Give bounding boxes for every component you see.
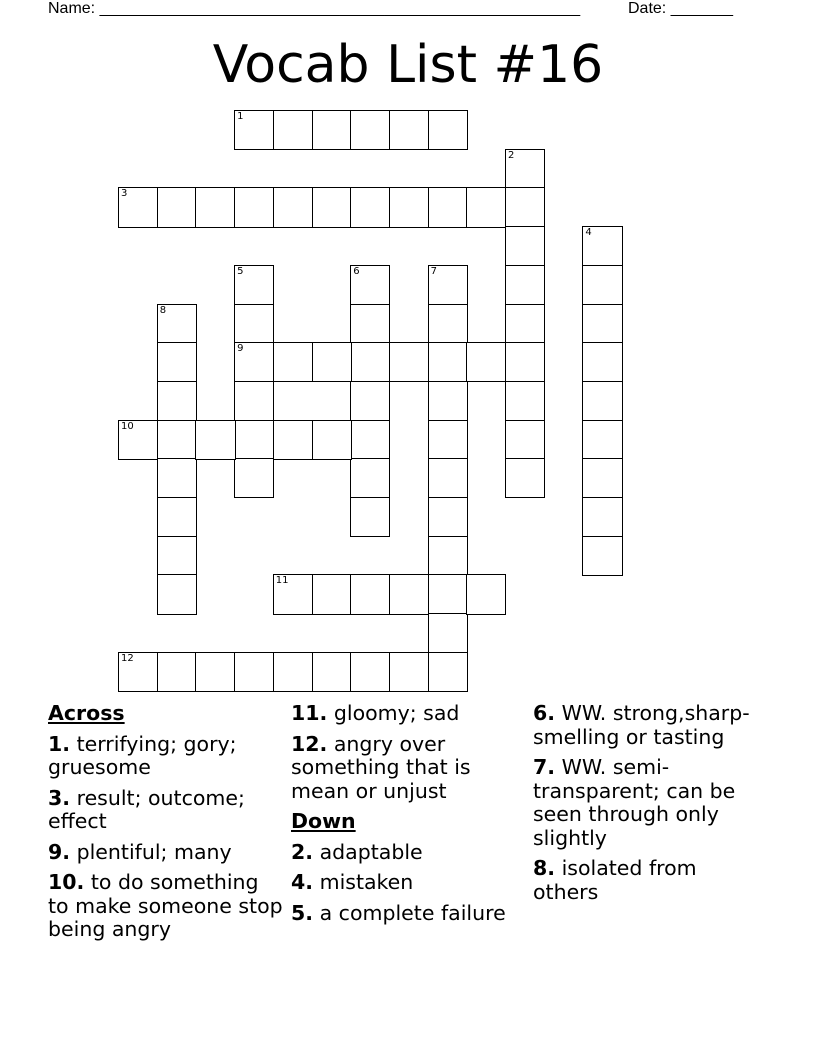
grid-cell[interactable] [428,574,468,614]
cell-number: 8 [159,304,167,316]
grid-cell[interactable] [118,420,158,460]
grid-cell[interactable] [195,652,235,692]
grid-cell[interactable] [273,574,313,614]
grid-cell[interactable] [157,497,197,537]
grid-cell[interactable] [195,187,235,227]
grid-cell[interactable] [157,458,197,498]
grid-cell[interactable] [505,420,545,460]
clue-number: 10. [48,870,85,894]
grid-cell[interactable] [234,458,274,498]
clue-text: gloomy; sad [333,701,460,725]
grid-cell[interactable] [505,458,545,498]
down-clue [291,871,526,895]
across-clue [291,702,526,726]
grid-cell[interactable] [234,381,274,421]
grid-cell[interactable] [428,458,468,498]
clue-number: 8. [533,856,556,880]
grid-cell[interactable] [389,110,429,150]
grid-cell[interactable] [273,187,313,227]
grid-cell[interactable] [505,226,545,266]
cell-number: 3 [121,188,128,200]
grid-cell[interactable] [582,265,622,305]
grid-cell[interactable] [350,265,390,305]
grid-cell[interactable] [389,652,429,692]
across-clue [48,787,283,834]
cell-number: 9 [237,343,244,355]
grid-cell[interactable] [389,342,429,382]
grid-cell[interactable] [312,187,352,227]
grid-cell[interactable] [234,187,274,227]
grid-cell[interactable] [273,652,313,692]
grid-cell[interactable] [428,497,468,537]
clues-column-2 [291,702,526,932]
grid-cell[interactable] [505,187,545,227]
grid-cell[interactable] [157,420,197,460]
grid-cell[interactable] [505,265,545,305]
grid-cell[interactable] [273,342,313,382]
grid-cell[interactable] [428,304,468,344]
grid-cell[interactable] [350,420,390,460]
grid-cell[interactable] [428,381,468,421]
grid-cell[interactable] [505,304,545,344]
across-clue [291,733,526,804]
grid-cell[interactable] [582,497,622,537]
grid-cell[interactable] [582,342,622,382]
grid-cell[interactable] [389,187,429,227]
grid-cell[interactable] [505,149,545,189]
clue-number: 12. [291,731,328,756]
grid-cell[interactable] [312,342,352,382]
down-clue [291,841,526,865]
grid-cell[interactable] [157,381,197,421]
clues-column-1 [48,702,283,949]
grid-cell[interactable] [582,304,622,344]
cell-number: 11 [275,575,289,587]
grid-cell[interactable] [428,342,468,382]
cell-number: 7 [430,265,437,277]
clue-text: mistaken [319,870,414,894]
across-clue [48,871,283,942]
grid-cell[interactable] [234,652,274,692]
grid-cell[interactable] [582,458,622,498]
grid-cell[interactable] [157,342,197,382]
grid-cell[interactable] [350,458,390,498]
clue-number: 9. [48,839,71,864]
clue-text: angry over something that is mean or unjust [291,731,471,803]
grid-cell[interactable] [350,497,390,537]
grid-cell[interactable] [428,110,468,150]
grid-cell[interactable] [428,652,468,692]
grid-cell[interactable] [428,536,468,576]
grid-cell[interactable] [582,381,622,421]
grid-cell[interactable] [350,110,390,150]
clue-text: result; outcome; effect [48,785,245,833]
across-clue [48,733,283,780]
grid-cell[interactable] [350,381,390,421]
grid-cell[interactable] [582,536,622,576]
clue-text: WW. strong,sharp-smelling or tasting [533,701,750,749]
grid-cell[interactable] [350,187,390,227]
grid-cell[interactable] [466,574,506,614]
down-heading: Down [291,809,356,833]
grid-cell[interactable] [234,265,274,305]
grid-cell[interactable] [157,652,197,692]
cell-number: 12 [121,652,134,664]
grid-cell[interactable] [350,652,390,692]
grid-cell[interactable] [428,265,468,305]
grid-cell[interactable] [157,536,197,576]
cell-number: 10 [121,420,134,432]
grid-cell[interactable] [157,304,197,344]
grid-cell[interactable] [234,304,274,344]
grid-cell[interactable] [389,574,429,614]
cell-number: 4 [585,227,592,239]
grid-cell[interactable] [428,613,468,653]
clue-text: adaptable [319,839,423,864]
grid-cell[interactable] [350,342,390,382]
clue-text: to do something to make someone stop being angry [48,870,283,941]
grid-cell[interactable] [505,342,545,382]
grid-cell[interactable] [312,574,352,614]
down-clue [291,902,526,926]
grid-cell[interactable] [312,420,352,460]
down-clue [533,857,768,904]
cell-number: 2 [508,149,515,161]
grid-cell[interactable] [273,420,313,460]
grid-cell[interactable] [466,342,506,382]
grid-cell[interactable] [157,574,197,614]
clue-text: isolated from others [533,856,697,904]
grid-cell[interactable] [234,110,274,150]
clue-text: terrifying; gory; gruesome [48,731,237,779]
clue-number: 11. [291,701,328,725]
clue-number: 6. [533,701,556,725]
grid-cell[interactable] [118,187,158,227]
cell-number: 6 [353,265,360,277]
date-field-label: Date: _______ [628,0,733,17]
grid-cell[interactable] [582,226,622,266]
clue-number: 7. [533,755,556,779]
clue-number: 2. [291,839,314,864]
clue-number: 1. [48,731,71,756]
across-heading: Across [48,701,125,725]
down-clue [533,702,768,749]
grid-cell[interactable] [234,342,274,382]
grid-cell[interactable] [195,420,235,460]
grid-cell[interactable] [312,110,352,150]
grid-cell[interactable] [350,304,390,344]
clue-number: 4. [291,870,314,894]
grid-cell[interactable] [505,381,545,421]
grid-cell[interactable] [350,574,390,614]
down-clue [533,756,768,850]
grid-cell[interactable] [234,420,274,460]
clue-number: 3. [48,785,71,810]
clue-text: plentiful; many [76,839,232,864]
name-field-label: Name: ______________________________________________________ [48,0,581,17]
clues-column-3 [533,702,768,911]
clue-number: 5. [291,900,314,925]
cell-number: 5 [237,265,244,277]
grid-cell[interactable] [466,187,506,227]
page-title: Vocab List #16 [212,35,604,95]
clue-text: a complete failure [319,900,506,925]
grid-cell[interactable] [582,420,622,460]
cell-number: 1 [237,111,244,122]
grid-cell[interactable] [118,652,158,692]
grid-cell[interactable] [312,652,352,692]
across-clue [48,841,283,865]
grid-cell[interactable] [428,187,468,227]
grid-cell[interactable] [273,110,313,150]
grid-cell[interactable] [428,420,468,460]
grid-cell[interactable] [157,187,197,227]
clue-text: WW. semi-transparent; can be seen through only slightly [533,755,736,850]
